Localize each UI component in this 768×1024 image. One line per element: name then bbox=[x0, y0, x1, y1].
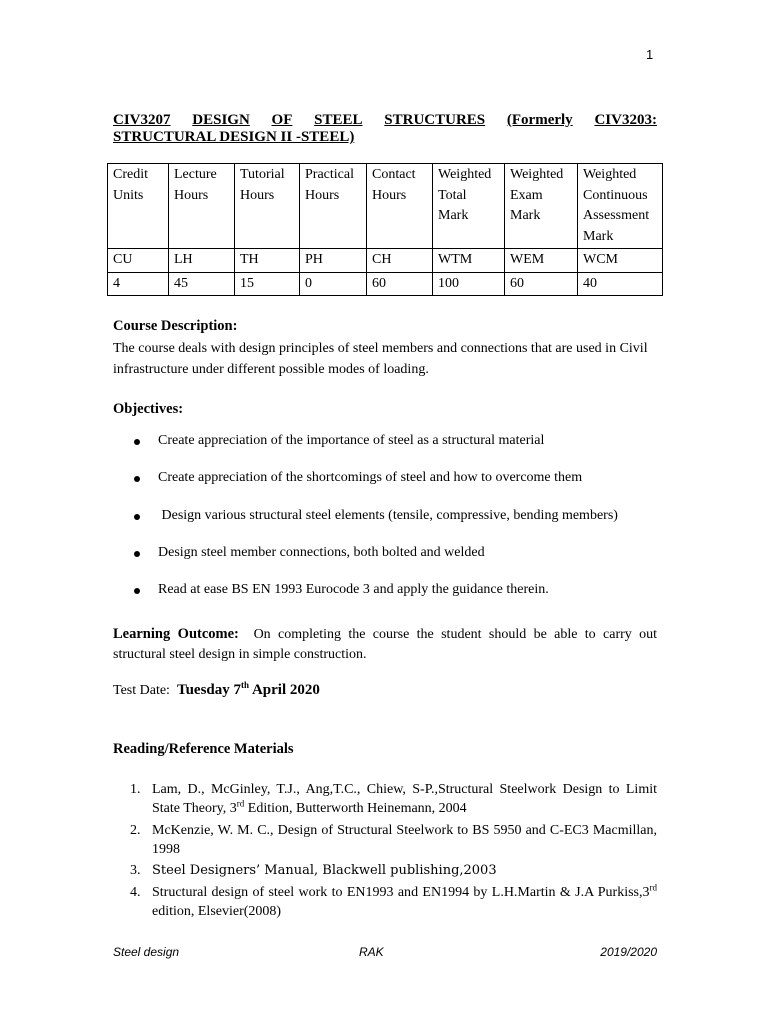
course-description-heading: Course Description: bbox=[113, 318, 238, 334]
list-item bbox=[113, 581, 657, 618]
title-line-2: STRUCTURAL DESIGN II -STEEL) bbox=[113, 129, 355, 145]
learning-outcome-label: Learning Outcome: bbox=[113, 626, 239, 642]
reference-list bbox=[113, 780, 657, 923]
table-cell: 45 bbox=[169, 272, 235, 296]
table-cell: CU bbox=[108, 249, 169, 273]
table-cell: PH bbox=[300, 249, 367, 273]
list-item bbox=[113, 432, 657, 469]
reference-number: 4. bbox=[130, 884, 141, 900]
title-word: (Formerly bbox=[506, 112, 573, 128]
course-description-text: The course deals with design principles of steel members and connections that are used in Civil infrastructure under different possible modes of loading. bbox=[113, 341, 648, 377]
title-word: STRUCTURES bbox=[384, 112, 486, 128]
table-cell: TH bbox=[235, 249, 300, 273]
table-header-cell: Tutorial Hours bbox=[235, 164, 300, 249]
bullet-icon bbox=[134, 439, 140, 445]
objectives-heading: Objectives: bbox=[113, 401, 184, 417]
test-date-label: Test Date: bbox=[113, 683, 170, 698]
list-item bbox=[113, 507, 657, 544]
bullet-icon bbox=[134, 514, 140, 520]
footer-center: RAK bbox=[359, 945, 384, 959]
reference-text-tail: Edition, Butterworth Heinemann, 2004 bbox=[244, 801, 467, 816]
objective-text: Design various structural steel elements (tensile, compressive, bending members) bbox=[158, 507, 618, 523]
table-header-row bbox=[108, 164, 663, 249]
list-item bbox=[113, 861, 657, 880]
reference-sup: rd bbox=[649, 881, 657, 892]
table-header-cell: Practical Hours bbox=[300, 164, 367, 249]
table-cell: CH bbox=[367, 249, 433, 273]
reference-number: 1. bbox=[130, 782, 141, 797]
course-title bbox=[113, 112, 657, 146]
title-word: DESIGN bbox=[192, 112, 250, 128]
reference-text-tail: edition, Elsevier(2008) bbox=[152, 903, 282, 919]
list-item bbox=[113, 469, 657, 506]
list-item bbox=[113, 780, 657, 818]
table-header-cell: Weighted Continuous Assessment Mark bbox=[578, 164, 663, 249]
bullet-icon bbox=[134, 551, 140, 557]
reference-sup: rd bbox=[236, 798, 245, 809]
table-cell: 40 bbox=[578, 272, 663, 296]
table-cell: 4 bbox=[108, 272, 169, 296]
title-word: CIV3203: bbox=[594, 112, 657, 128]
page-number: 1 bbox=[646, 47, 654, 62]
objective-text: Create appreciation of the importance of steel as a structural material bbox=[158, 433, 545, 448]
bullet-icon bbox=[134, 588, 140, 594]
table-cell: WCM bbox=[578, 249, 663, 273]
table-code-row bbox=[108, 249, 663, 273]
footer-left: Steel design bbox=[113, 945, 180, 959]
test-date-ordinal: th bbox=[241, 680, 250, 690]
reference-number: 3. bbox=[130, 863, 141, 878]
reference-text: Structural design of steel work to EN1993 and EN1994 by L.H.Martin & J.A Purkiss,3 bbox=[152, 884, 650, 900]
table-header-cell: Weighted Total Mark bbox=[433, 164, 505, 249]
list-item bbox=[113, 544, 657, 581]
test-date-day: Tuesday 7 bbox=[176, 682, 242, 698]
title-line-1 bbox=[113, 112, 657, 129]
test-date-rest: April 2020 bbox=[249, 682, 320, 698]
objective-text: Design steel member connections, both bolted and welded bbox=[158, 544, 485, 560]
reading-heading: Reading/Reference Materials bbox=[113, 741, 294, 757]
table-cell: 15 bbox=[235, 272, 300, 296]
reference-text: McKenzie, W. M. C., Design of Structural Steelwork to BS 5950 and C-EC3 Macmillan, 1998 bbox=[152, 822, 657, 857]
reference-number: 2. bbox=[130, 822, 141, 838]
objective-text: Create appreciation of the shortcomings of steel and how to overcome them bbox=[158, 470, 583, 486]
list-item bbox=[113, 883, 657, 921]
course-info-table bbox=[107, 163, 663, 296]
table-value-row bbox=[108, 272, 663, 296]
objectives-list bbox=[113, 432, 657, 618]
table-cell: WTM bbox=[433, 249, 505, 273]
learning-outcome bbox=[113, 624, 657, 665]
reference-text: Steel Designers’ Manual, Blackwell publishing,2003 bbox=[152, 863, 497, 878]
table-cell: 100 bbox=[433, 272, 505, 296]
table-cell: 60 bbox=[505, 272, 578, 296]
table-cell: 0 bbox=[300, 272, 367, 296]
table-header-cell: Lecture Hours bbox=[169, 164, 235, 249]
list-item bbox=[113, 821, 657, 859]
reference-text: Lam, D., McGinley, T.J., Ang,T.C., Chiew, S-P.,Structural Steelwork Design to Limit State Theory, 3 bbox=[152, 782, 657, 816]
objective-text: Read at ease BS EN 1993 Eurocode 3 and apply the guidance therein. bbox=[158, 582, 549, 598]
table-header-cell: Weighted Exam Mark bbox=[505, 164, 578, 249]
test-date bbox=[113, 682, 320, 699]
test-date-value bbox=[177, 682, 320, 698]
table-cell: WEM bbox=[505, 249, 578, 273]
table-header-cell: Credit Units bbox=[108, 164, 169, 249]
table-cell: 60 bbox=[367, 272, 433, 296]
footer-right: 2019/2020 bbox=[600, 945, 657, 959]
learning-outcome-text: On completing the course the student should be able to carry out structural steel design in simple construction. bbox=[113, 627, 658, 662]
title-word: STEEL bbox=[314, 112, 363, 128]
title-word: CIV3207 bbox=[113, 112, 171, 128]
table-cell: LH bbox=[169, 249, 235, 273]
bullet-icon bbox=[134, 476, 140, 482]
table-header-cell: Contact Hours bbox=[367, 164, 433, 249]
title-word: OF bbox=[271, 112, 293, 128]
